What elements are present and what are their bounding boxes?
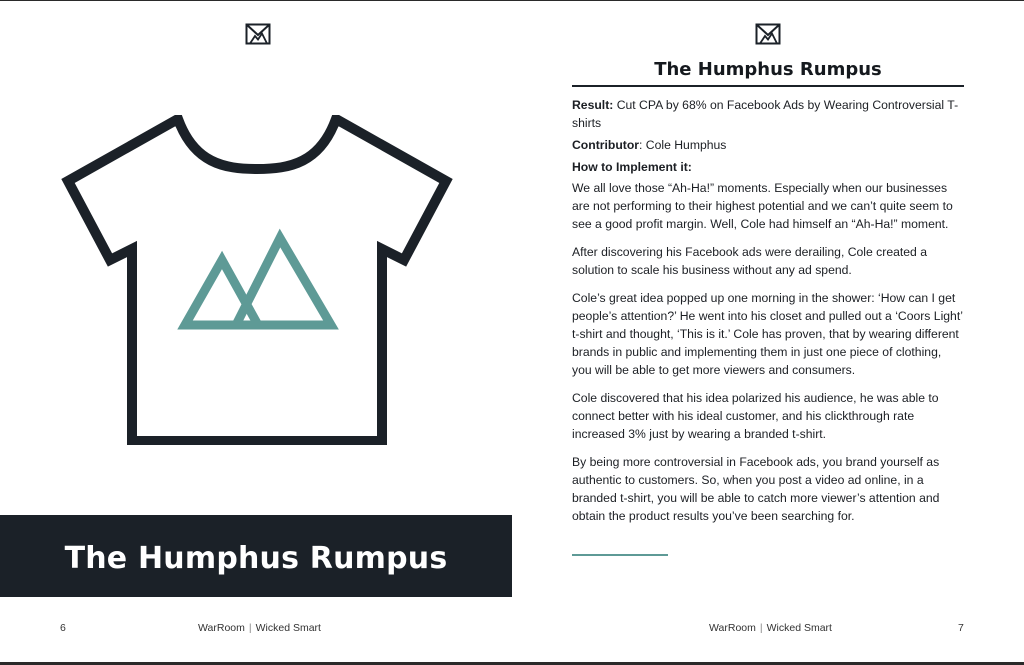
body-paragraph: We all love those “Ah-Ha!” moments. Especially when our businesses are not performing to their highest potential and we can’t quite seem to see a good profit margin. Well, Cole had himself an “Ah-Ha!” moment. [572, 181, 953, 231]
result-text: Cut CPA by 68% on Facebook Ads by Wearing Controversial T-shirts [572, 98, 959, 130]
accent-divider [572, 554, 668, 556]
result-line [572, 96, 964, 132]
footer-divider: | [248, 622, 252, 634]
result-label: Result: [572, 98, 614, 112]
body-paragraph: Cole discovered that his idea polarized his audience, he was able to connect better with his ideal customer, and his clickthrough rate increased 3% just by wearing a branded t-shirt. [572, 391, 939, 441]
footer-brand: WarRoom [709, 622, 756, 634]
banner-title: The Humphus Rumpus [64, 540, 448, 576]
footer-tagline: Wicked Smart [766, 622, 832, 634]
page-title: The Humphus Rumpus [654, 59, 882, 80]
contributor-label: Contributor [572, 138, 640, 152]
warroom-logo-icon [245, 23, 271, 45]
title-banner [0, 515, 512, 597]
article-body [572, 96, 964, 535]
body-paragraph: Cole’s great idea popped up one morning in the shower: ‘How can I get people’s attention?’ He went into his closet and pulled out a ‘Coors Light’ t-shirt and thought, ‘This is it.’ Cole has proven, that by wearing different brands in public and implementing them in just one piece of clothing, you will be able to get more viewers and consumers. [572, 291, 963, 377]
body-paragraph: By being more controversial in Facebook ads, you brand yourself as authentic to customers. So, when you post a video ad online, in a branded t-shirt, you will be able to catch more viewer’s attention and obtain the product results you’ve been searching for. [572, 455, 940, 523]
howto-heading: How to Implement it: [572, 160, 692, 174]
left-page-number: 6 [60, 622, 66, 634]
footer-tagline: Wicked Smart [255, 622, 321, 634]
left-footer [198, 622, 321, 634]
title-underline [572, 85, 964, 87]
right-page-number: 7 [958, 622, 964, 634]
footer-brand: WarRoom [198, 622, 245, 634]
warroom-logo-icon [755, 23, 781, 45]
contributor-line [572, 136, 964, 154]
footer-divider: | [759, 622, 763, 634]
right-footer [709, 622, 832, 634]
tshirt-mountain-illustration-icon [58, 115, 454, 445]
body-paragraph: After discovering his Facebook ads were derailing, Cole created a solution to scale his business without any ad spend. [572, 245, 927, 277]
contributor-name: : Cole Humphus [639, 138, 727, 152]
page-top-border [0, 0, 1024, 1]
